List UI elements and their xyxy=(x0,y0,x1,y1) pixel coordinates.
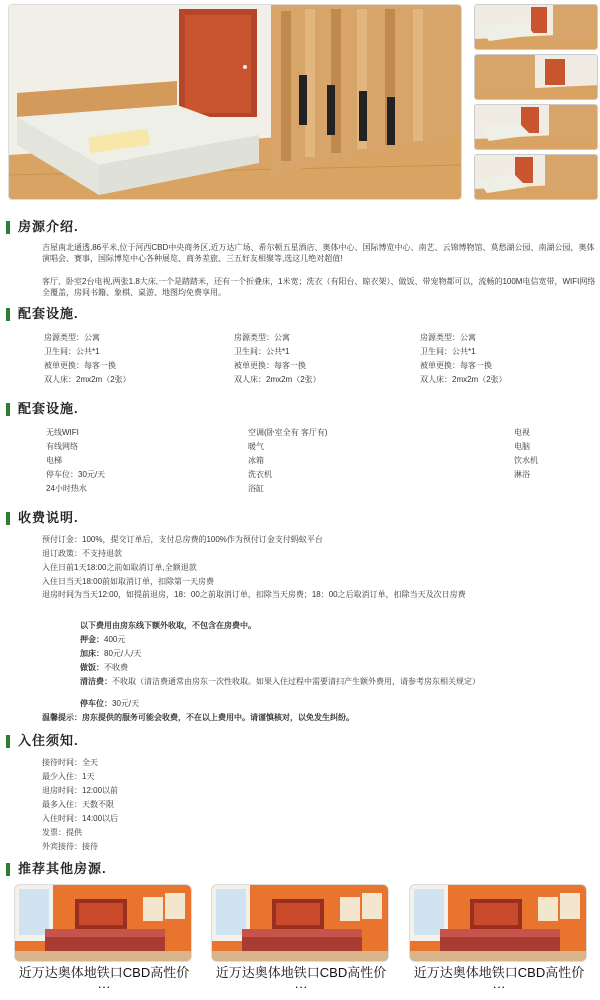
parking-row xyxy=(80,699,590,709)
extra-bed-row xyxy=(80,649,590,659)
amenity-item: 冰箱 xyxy=(248,456,264,465)
amenity-item: 24小时热水 xyxy=(46,484,87,493)
section-bar xyxy=(6,221,10,234)
recommend-card-title[interactable]: 近万达奥体地铁口CBD高性价··· xyxy=(413,965,585,994)
fees-title xyxy=(6,510,79,526)
amenity-item: 电视 xyxy=(514,428,530,437)
cooking-row xyxy=(80,663,590,673)
amenity-item: 洗衣机 xyxy=(248,470,272,479)
facility-item: 房源类型：公寓 xyxy=(44,333,100,342)
checkin-line: 最多入住：天数不限 xyxy=(42,800,114,809)
facility-item: 卫生间：公共*1 xyxy=(44,347,100,356)
cooking-value: 不收费 xyxy=(104,663,128,672)
parking-label: 停车位： xyxy=(80,699,112,708)
intro-title-text: 房源介绍. xyxy=(18,218,79,234)
extra-fee-header: 以下费用由房东线下额外收取，不包含在房费中。 xyxy=(80,621,256,630)
cooking-label: 做饭： xyxy=(80,663,104,672)
recommend-card-title[interactable]: 近万达奥体地铁口CBD高性价··· xyxy=(18,965,190,994)
facilities-title-text-1: 配套设施. xyxy=(18,305,79,321)
facility-item: 被单更换：每客一换 xyxy=(44,361,116,370)
section-bar xyxy=(6,403,10,416)
thumbnail-1[interactable] xyxy=(474,4,598,50)
deposit-label: 押金： xyxy=(80,635,104,644)
parking-value: 30元/天 xyxy=(112,699,140,708)
deposit-row xyxy=(80,635,590,645)
extra-bed-label: 加床： xyxy=(80,649,104,658)
facilities-title-2 xyxy=(6,401,79,417)
amenity-item: 电梯 xyxy=(46,456,62,465)
facility-item: 双人床：2mx2m（2张） xyxy=(44,375,131,384)
intro-title xyxy=(6,219,79,235)
amenity-item: 停车位：30元/天 xyxy=(46,470,106,479)
checkin-line: 退房时间：12:00以前 xyxy=(42,786,119,795)
facility-item: 卫生间：公共*1 xyxy=(234,347,290,356)
fee-line: 入住日前1天18:00之前如取消订单,全额退款 xyxy=(42,563,197,572)
fees-title-text: 收费说明. xyxy=(18,509,79,525)
checkin-line: 外宾接待：接待 xyxy=(42,842,98,851)
fee-line: 退房时间为当天12:00，如提前退房，18：00之前取消订单，扣除当天房费；18：00之后取消订单，扣除当天及次日房费 xyxy=(42,590,466,599)
facility-item: 被单更换：每客一换 xyxy=(234,361,306,370)
facilities-title-1 xyxy=(6,306,79,322)
amenity-item: 空调(卧室全有 客厅有) xyxy=(248,428,328,437)
facility-item: 被单更换：每客一换 xyxy=(420,361,492,370)
photo-gallery xyxy=(4,4,600,200)
intro-paragraph-1: 吉屋南北通透,86平米,位于河西CBD中央商务区,近万达广场、希尔顿五星酒店、奥体中心、国际博览中心、南艺、云锦博物馆、莫愁湖公园、南湖公园，奥体演唱会、赛事，国际博览中心各种展览、商务差旅、三五好友相聚等,选这儿绝对超值! xyxy=(42,243,595,263)
checkin-line: 最少入住：1天 xyxy=(42,772,95,781)
amenity-item: 有线网络 xyxy=(46,442,78,451)
recommend-photo[interactable] xyxy=(211,884,389,962)
section-bar xyxy=(6,863,10,876)
facility-item: 双人床：2mx2m（2张） xyxy=(420,375,507,384)
facilities-title-text-2: 配套设施. xyxy=(18,400,79,416)
cleaning-label: 清洁费： xyxy=(80,677,112,686)
section-bar xyxy=(6,735,10,748)
recommend-card-title[interactable]: 近万达奥体地铁口CBD高性价··· xyxy=(215,965,387,994)
recommend-title-text: 推荐其他房源. xyxy=(18,860,107,876)
amenity-item: 电脑 xyxy=(514,442,530,451)
amenity-item: 暖气 xyxy=(248,442,264,451)
facility-item: 房源类型：公寓 xyxy=(420,333,476,342)
extra-bed-value: 80元/人/天 xyxy=(104,649,142,658)
recommend-photo[interactable] xyxy=(14,884,192,962)
cleaning-value: 不收取（清洁费通常由房东一次性收取。如果入住过程中需要清扫产生额外费用，请参考房东相关规定） xyxy=(112,677,480,686)
facility-item: 房源类型：公寓 xyxy=(234,333,290,342)
section-bar xyxy=(6,308,10,321)
checkin-line: 接待时间：全天 xyxy=(42,758,98,767)
checkin-title xyxy=(6,733,79,749)
amenity-item: 无线WIFI xyxy=(46,428,79,437)
recommend-title xyxy=(6,861,107,877)
amenity-item: 饮水机 xyxy=(514,456,538,465)
facility-item: 卫生间：公共*1 xyxy=(420,347,476,356)
facility-item: 双人床：2mx2m（2张） xyxy=(234,375,321,384)
fee-line: 入住日当天18:00前如取消订单，扣除第一天房费 xyxy=(42,577,215,586)
main-room-photo[interactable] xyxy=(8,4,462,200)
recommend-card[interactable] xyxy=(409,884,589,1000)
checkin-line: 发票：提供 xyxy=(42,828,82,837)
section-bar xyxy=(6,512,10,525)
reminder-text: 温馨提示：房东提供的服务可能会收费，不在以上费用中。请谨慎核对，以免发生纠纷。 xyxy=(42,713,354,722)
checkin-title-text: 入住须知. xyxy=(18,732,79,748)
recommend-photo[interactable] xyxy=(409,884,587,962)
fee-line: 预付订金：100%，提交订单后，支付总房费的100%作为预付订金支付蚂蚁平台 xyxy=(42,535,323,544)
thumbnail-2[interactable] xyxy=(474,54,598,100)
intro-paragraph-2: 客厅、卧室2台电视,两张1.8大床,一个是踏踏米，还有一个折叠床，1米宽；洗衣（有阳台、晾衣架）、做饭、带宠物都可以，流畅的100M电信宽带，WIFI网络全覆盖，房间书籍、象棋、桌游、地图均免费享用。 xyxy=(42,277,596,297)
amenity-item: 淋浴 xyxy=(514,470,530,479)
fee-line: 退订政策：不支持退款 xyxy=(42,549,122,558)
deposit-value: 400元 xyxy=(104,635,126,644)
thumbnail-3[interactable] xyxy=(474,104,598,150)
cleaning-row xyxy=(80,677,580,687)
amenity-item: 浴缸 xyxy=(248,484,264,493)
checkin-line: 入住时间：14:00以后 xyxy=(42,814,119,823)
recommend-card[interactable] xyxy=(14,884,194,1000)
thumbnail-4[interactable] xyxy=(474,154,598,200)
recommend-card[interactable] xyxy=(211,884,391,1000)
thumbnail-strip xyxy=(474,4,598,200)
